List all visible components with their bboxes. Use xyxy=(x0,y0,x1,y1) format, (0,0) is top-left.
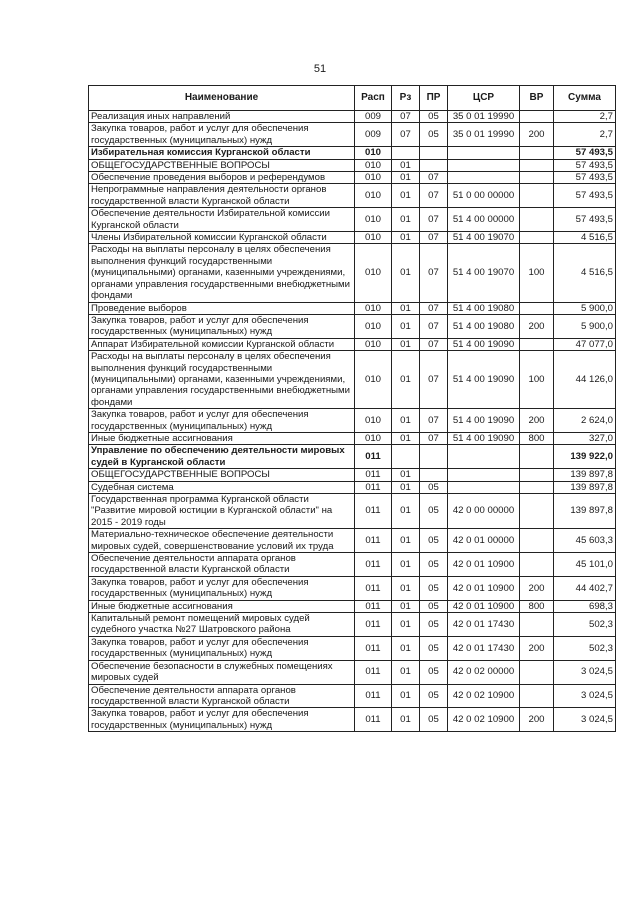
header-pr: ПР xyxy=(420,86,448,111)
table-row xyxy=(89,600,616,612)
cell-rasp: 009 xyxy=(355,111,392,123)
cell-name: Закупка товаров, работ и услуг для обеспечения государственных (муниципальных) нужд xyxy=(89,576,355,600)
cell-rasp: 010 xyxy=(355,208,392,232)
cell-rz: 01 xyxy=(392,600,420,612)
cell-rasp: 011 xyxy=(355,469,392,481)
cell-rasp: 011 xyxy=(355,576,392,600)
table-row xyxy=(89,172,616,184)
cell-sum: 139 922,0 xyxy=(554,445,616,469)
cell-csr: 42 0 01 17430 xyxy=(448,636,520,660)
cell-rasp: 010 xyxy=(355,147,392,159)
cell-vr xyxy=(520,660,554,684)
table-header-row xyxy=(89,86,616,111)
cell-vr xyxy=(520,684,554,708)
cell-rz: 01 xyxy=(392,244,420,302)
table-row xyxy=(89,469,616,481)
page-number: 51 xyxy=(313,63,327,75)
cell-pr: 07 xyxy=(420,184,448,208)
cell-sum: 44 126,0 xyxy=(554,351,616,409)
cell-name: Материально-техническое обеспечение деятельности мировых судей, совершенствование условий их труда xyxy=(89,529,355,553)
cell-vr xyxy=(520,208,554,232)
cell-csr: 35 0 01 19990 xyxy=(448,123,520,147)
cell-pr: 07 xyxy=(420,232,448,244)
cell-pr xyxy=(420,159,448,171)
cell-name: Судебная система xyxy=(89,481,355,493)
cell-name: Закупка товаров, работ и услуг для обеспечения государственных (муниципальных) нужд xyxy=(89,636,355,660)
cell-rz: 01 xyxy=(392,351,420,409)
cell-vr xyxy=(520,613,554,637)
cell-pr: 07 xyxy=(420,409,448,433)
table-row xyxy=(89,123,616,147)
cell-pr: 05 xyxy=(420,600,448,612)
cell-pr: 05 xyxy=(420,111,448,123)
cell-vr: 200 xyxy=(520,314,554,338)
cell-vr xyxy=(520,494,554,529)
cell-rz: 01 xyxy=(392,159,420,171)
cell-pr: 05 xyxy=(420,660,448,684)
cell-rasp: 010 xyxy=(355,244,392,302)
cell-name: Закупка товаров, работ и услуг для обеспечения государственных (муниципальных) нужд xyxy=(89,314,355,338)
cell-rasp: 011 xyxy=(355,613,392,637)
cell-sum: 45 101,0 xyxy=(554,553,616,577)
cell-pr: 05 xyxy=(420,684,448,708)
cell-rz: 01 xyxy=(392,494,420,529)
table-row xyxy=(89,432,616,444)
cell-vr xyxy=(520,445,554,469)
cell-vr: 200 xyxy=(520,123,554,147)
cell-csr: 42 0 01 17430 xyxy=(448,613,520,637)
table-row xyxy=(89,208,616,232)
cell-sum: 44 402,7 xyxy=(554,576,616,600)
cell-sum: 57 493,5 xyxy=(554,208,616,232)
table-row xyxy=(89,409,616,433)
cell-vr: 100 xyxy=(520,244,554,302)
cell-vr xyxy=(520,111,554,123)
cell-sum: 327,0 xyxy=(554,432,616,444)
cell-csr: 42 0 01 10900 xyxy=(448,600,520,612)
cell-vr xyxy=(520,529,554,553)
cell-sum: 2,7 xyxy=(554,123,616,147)
cell-name: Члены Избирательной комиссии Курганской области xyxy=(89,232,355,244)
cell-name: Обеспечение проведения выборов и референдумов xyxy=(89,172,355,184)
cell-vr xyxy=(520,184,554,208)
cell-sum: 4 516,5 xyxy=(554,232,616,244)
cell-rasp: 011 xyxy=(355,636,392,660)
table-row xyxy=(89,184,616,208)
cell-pr: 07 xyxy=(420,302,448,314)
table-row xyxy=(89,147,616,159)
cell-sum: 502,3 xyxy=(554,636,616,660)
cell-rasp: 010 xyxy=(355,302,392,314)
cell-pr: 07 xyxy=(420,338,448,350)
cell-vr: 200 xyxy=(520,409,554,433)
cell-rasp: 010 xyxy=(355,338,392,350)
cell-rasp: 011 xyxy=(355,600,392,612)
cell-name: Избирательная комиссия Курганской области xyxy=(89,147,355,159)
cell-csr: 51 4 00 19090 xyxy=(448,432,520,444)
table-row xyxy=(89,159,616,171)
cell-rz: 01 xyxy=(392,481,420,493)
cell-sum: 139 897,8 xyxy=(554,469,616,481)
cell-rasp: 010 xyxy=(355,409,392,433)
cell-pr: 07 xyxy=(420,208,448,232)
cell-rasp: 009 xyxy=(355,123,392,147)
cell-vr xyxy=(520,232,554,244)
cell-rz: 01 xyxy=(392,338,420,350)
table-row xyxy=(89,494,616,529)
cell-csr xyxy=(448,172,520,184)
table-row xyxy=(89,708,616,732)
cell-rz: 01 xyxy=(392,314,420,338)
cell-rasp: 010 xyxy=(355,184,392,208)
cell-pr: 05 xyxy=(420,576,448,600)
cell-csr xyxy=(448,469,520,481)
cell-vr xyxy=(520,481,554,493)
cell-name: Закупка товаров, работ и услуг для обеспечения государственных (муниципальных) нужд xyxy=(89,123,355,147)
cell-name: Иные бюджетные ассигнования xyxy=(89,600,355,612)
table-row xyxy=(89,613,616,637)
table-row xyxy=(89,445,616,469)
cell-rasp: 011 xyxy=(355,708,392,732)
cell-rz: 01 xyxy=(392,613,420,637)
cell-vr: 100 xyxy=(520,351,554,409)
cell-csr: 42 0 01 10900 xyxy=(448,553,520,577)
cell-vr xyxy=(520,159,554,171)
cell-rz: 01 xyxy=(392,529,420,553)
cell-rasp: 011 xyxy=(355,481,392,493)
cell-pr: 05 xyxy=(420,553,448,577)
cell-rz: 01 xyxy=(392,708,420,732)
cell-pr: 05 xyxy=(420,494,448,529)
cell-rasp: 011 xyxy=(355,494,392,529)
cell-rz: 01 xyxy=(392,208,420,232)
cell-rz: 01 xyxy=(392,636,420,660)
cell-vr: 200 xyxy=(520,636,554,660)
cell-sum: 45 603,3 xyxy=(554,529,616,553)
cell-csr: 42 0 02 10900 xyxy=(448,684,520,708)
cell-rz: 01 xyxy=(392,553,420,577)
cell-vr xyxy=(520,172,554,184)
cell-vr xyxy=(520,469,554,481)
cell-csr: 42 0 02 10900 xyxy=(448,708,520,732)
cell-vr xyxy=(520,553,554,577)
cell-csr xyxy=(448,147,520,159)
table-row xyxy=(89,244,616,302)
cell-rasp: 011 xyxy=(355,553,392,577)
cell-sum: 57 493,5 xyxy=(554,147,616,159)
cell-rasp: 010 xyxy=(355,351,392,409)
cell-name: Закупка товаров, работ и услуг для обеспечения государственных (муниципальных) нужд xyxy=(89,409,355,433)
cell-rz: 01 xyxy=(392,432,420,444)
cell-csr: 51 4 00 19080 xyxy=(448,302,520,314)
cell-name: Аппарат Избирательной комиссии Курганской области xyxy=(89,338,355,350)
cell-rz xyxy=(392,445,420,469)
table-row xyxy=(89,660,616,684)
table-row xyxy=(89,481,616,493)
cell-name: Капитальный ремонт помещений мировых судей судебного участка №27 Шатровского района xyxy=(89,613,355,637)
cell-pr: 05 xyxy=(420,123,448,147)
cell-csr: 51 4 00 19090 xyxy=(448,409,520,433)
cell-csr: 51 4 00 19080 xyxy=(448,314,520,338)
cell-sum: 4 516,5 xyxy=(554,244,616,302)
cell-pr: 07 xyxy=(420,351,448,409)
header-rasp: Расп xyxy=(355,86,392,111)
cell-csr: 51 4 00 19070 xyxy=(448,232,520,244)
cell-name: Непрограммные направления деятельности органов государственной власти Курганской области xyxy=(89,184,355,208)
table-row xyxy=(89,338,616,350)
budget-table xyxy=(88,85,616,732)
cell-rasp: 010 xyxy=(355,314,392,338)
cell-vr: 800 xyxy=(520,600,554,612)
cell-pr: 07 xyxy=(420,432,448,444)
cell-pr xyxy=(420,445,448,469)
header-rz: Рз xyxy=(392,86,420,111)
cell-csr: 51 4 00 19090 xyxy=(448,351,520,409)
cell-rasp: 010 xyxy=(355,159,392,171)
table-row xyxy=(89,302,616,314)
cell-sum: 139 897,8 xyxy=(554,481,616,493)
cell-pr: 05 xyxy=(420,613,448,637)
cell-rasp: 010 xyxy=(355,232,392,244)
cell-sum: 2,7 xyxy=(554,111,616,123)
table-row xyxy=(89,111,616,123)
cell-pr: 07 xyxy=(420,172,448,184)
cell-rz: 01 xyxy=(392,684,420,708)
cell-name: Обеспечение деятельности Избирательной комиссии Курганской области xyxy=(89,208,355,232)
cell-vr xyxy=(520,302,554,314)
cell-rz xyxy=(392,147,420,159)
cell-rz: 01 xyxy=(392,660,420,684)
table-row xyxy=(89,636,616,660)
cell-name: Обеспечение деятельности аппарата органов государственной власти Курганской области xyxy=(89,684,355,708)
cell-rz: 01 xyxy=(392,232,420,244)
cell-name: Расходы на выплаты персоналу в целях обеспечения выполнения функций государственными (муниципальными) органами, казенными учреждениями, органами управления государственными внебюджетными фондами xyxy=(89,244,355,302)
cell-pr: 07 xyxy=(420,244,448,302)
cell-sum: 5 900,0 xyxy=(554,302,616,314)
cell-sum: 3 024,5 xyxy=(554,684,616,708)
table-row xyxy=(89,576,616,600)
table-row xyxy=(89,232,616,244)
cell-rasp: 011 xyxy=(355,445,392,469)
cell-name: Проведение выборов xyxy=(89,302,355,314)
cell-pr: 05 xyxy=(420,529,448,553)
cell-name: Управление по обеспечению деятельности мировых судей в Курганской области xyxy=(89,445,355,469)
cell-csr: 42 0 01 00000 xyxy=(448,529,520,553)
cell-rasp: 011 xyxy=(355,684,392,708)
cell-name: ОБЩЕГОСУДАРСТВЕННЫЕ ВОПРОСЫ xyxy=(89,159,355,171)
header-csr: ЦСР xyxy=(448,86,520,111)
cell-name: Обеспечение безопасности в служебных помещениях мировых судей xyxy=(89,660,355,684)
cell-csr xyxy=(448,159,520,171)
cell-csr xyxy=(448,445,520,469)
cell-csr: 51 4 00 19090 xyxy=(448,338,520,350)
cell-sum: 2 624,0 xyxy=(554,409,616,433)
table-row xyxy=(89,529,616,553)
cell-sum: 502,3 xyxy=(554,613,616,637)
cell-rasp: 011 xyxy=(355,529,392,553)
table-row xyxy=(89,351,616,409)
cell-pr xyxy=(420,469,448,481)
cell-rz: 01 xyxy=(392,172,420,184)
cell-csr: 42 0 02 00000 xyxy=(448,660,520,684)
cell-sum: 698,3 xyxy=(554,600,616,612)
header-sum: Сумма xyxy=(554,86,616,111)
cell-csr: 51 4 00 19070 xyxy=(448,244,520,302)
cell-pr: 05 xyxy=(420,636,448,660)
cell-vr: 200 xyxy=(520,708,554,732)
cell-csr: 42 0 01 10900 xyxy=(448,576,520,600)
table-row xyxy=(89,314,616,338)
cell-sum: 139 897,8 xyxy=(554,494,616,529)
cell-name: Расходы на выплаты персоналу в целях обеспечения выполнения функций государственными (муниципальными) органами, казенными учреждениями, органами управления государственными внебюджетными фондами xyxy=(89,351,355,409)
cell-csr: 51 4 00 00000 xyxy=(448,208,520,232)
cell-csr: 51 0 00 00000 xyxy=(448,184,520,208)
cell-rz: 01 xyxy=(392,469,420,481)
cell-rz: 01 xyxy=(392,184,420,208)
table-row xyxy=(89,553,616,577)
cell-csr: 42 0 00 00000 xyxy=(448,494,520,529)
cell-pr: 05 xyxy=(420,708,448,732)
cell-sum: 5 900,0 xyxy=(554,314,616,338)
cell-vr xyxy=(520,147,554,159)
cell-name: Обеспечение деятельности аппарата органов государственной власти Курганской области xyxy=(89,553,355,577)
cell-name: Иные бюджетные ассигнования xyxy=(89,432,355,444)
cell-sum: 57 493,5 xyxy=(554,172,616,184)
cell-rasp: 011 xyxy=(355,660,392,684)
cell-vr xyxy=(520,338,554,350)
cell-vr: 800 xyxy=(520,432,554,444)
cell-sum: 3 024,5 xyxy=(554,708,616,732)
cell-name: ОБЩЕГОСУДАРСТВЕННЫЕ ВОПРОСЫ xyxy=(89,469,355,481)
cell-sum: 3 024,5 xyxy=(554,660,616,684)
header-vr: ВР xyxy=(520,86,554,111)
cell-csr: 35 0 01 19990 xyxy=(448,111,520,123)
table-body xyxy=(89,111,616,732)
cell-name: Закупка товаров, работ и услуг для обеспечения государственных (муниципальных) нужд xyxy=(89,708,355,732)
cell-name: Государственная программа Курганской области "Развитие мировой юстиции в Курганской области" на 2015 - 2019 годы xyxy=(89,494,355,529)
cell-sum: 57 493,5 xyxy=(554,184,616,208)
cell-rasp: 010 xyxy=(355,432,392,444)
cell-pr: 07 xyxy=(420,314,448,338)
cell-vr: 200 xyxy=(520,576,554,600)
table-row xyxy=(89,684,616,708)
cell-rz: 07 xyxy=(392,123,420,147)
cell-rz: 07 xyxy=(392,111,420,123)
cell-rasp: 010 xyxy=(355,172,392,184)
cell-rz: 01 xyxy=(392,302,420,314)
cell-pr: 05 xyxy=(420,481,448,493)
cell-pr xyxy=(420,147,448,159)
cell-name: Реализация иных направлений xyxy=(89,111,355,123)
cell-rz: 01 xyxy=(392,409,420,433)
cell-sum: 47 077,0 xyxy=(554,338,616,350)
cell-sum: 57 493,5 xyxy=(554,159,616,171)
cell-csr xyxy=(448,481,520,493)
cell-rz: 01 xyxy=(392,576,420,600)
header-name: Наименование xyxy=(89,86,355,111)
